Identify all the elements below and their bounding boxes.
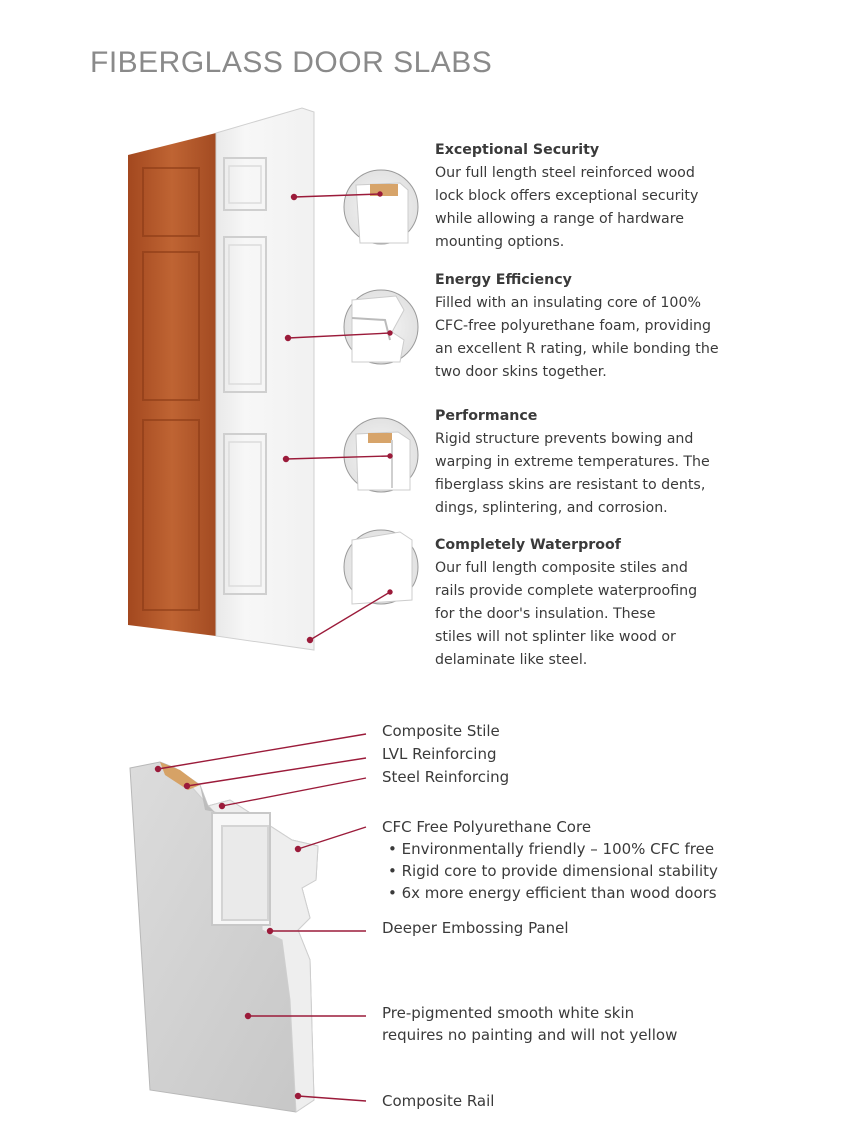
detail-circle-waterproof [344,530,418,604]
detail-circle-security [344,170,418,244]
feature-line: Filled with an insulating core of 100% [435,295,701,311]
feature-line: Our full length composite stiles and [435,560,688,576]
detail-circle-performance [344,418,418,492]
feature-heading: Completely Waterproof [435,537,621,553]
feature-line: warping in extreme temperatures. The [435,454,710,470]
feature-line: an excellent R rating, while bonding the [435,341,719,357]
feature-line: dings, splintering, and corrosion. [435,500,668,516]
feature-line: Our full length steel reinforced wood [435,165,695,181]
page-title: FIBERGLASS DOOR SLABS [90,46,493,79]
feature-heading: Performance [435,408,538,424]
feature-energy [435,269,725,384]
label-core [382,816,718,904]
skin-line: requires no painting and will not yellow [382,1026,678,1044]
feature-line: for the door's insulation. These [435,606,656,622]
feature-line: CFC-free polyurethane foam, providing [435,318,712,334]
feature-performance [435,405,725,520]
feature-line: Rigid structure prevents bowing and [435,431,694,447]
feature-heading: Exceptional Security [435,142,600,158]
label-skin [382,1002,677,1046]
feature-waterproof [435,534,725,672]
label-lvl-reinforcing: LVL Reinforcing [382,745,497,763]
feature-heading: Energy Efficiency [435,272,572,288]
detail-circle-energy [344,290,418,364]
label-steel-reinforcing: Steel Reinforcing [382,768,510,786]
feature-line: delaminate like steel. [435,652,588,668]
core-bullet: • 6x more energy efficient than wood doors [388,884,717,902]
core-bullet: • Environmentally friendly – 100% CFC free [388,840,715,858]
feature-line: two door skins together. [435,364,607,380]
label-composite-rail: Composite Rail [382,1092,495,1110]
cutaway-slab [130,762,318,1112]
white-door-slab [216,108,314,650]
feature-line: while allowing a range of hardware [435,211,685,227]
skin-line: Pre-pigmented smooth white skin [382,1004,635,1022]
feature-line: lock block offers exceptional security [435,188,699,204]
wood-door-slab [128,133,216,636]
label-embossing: Deeper Embossing Panel [382,919,569,937]
core-bullet: • Rigid core to provide dimensional stability [388,862,718,880]
feature-line: fiberglass skins are resistant to dents, [435,477,706,493]
feature-line: mounting options. [435,234,565,250]
core-title: CFC Free Polyurethane Core [382,818,592,836]
label-composite-stile: Composite Stile [382,722,500,740]
feature-line: rails provide complete waterproofing [435,583,698,599]
feature-line: stiles will not splinter like wood or [435,629,676,645]
feature-security [435,139,725,254]
